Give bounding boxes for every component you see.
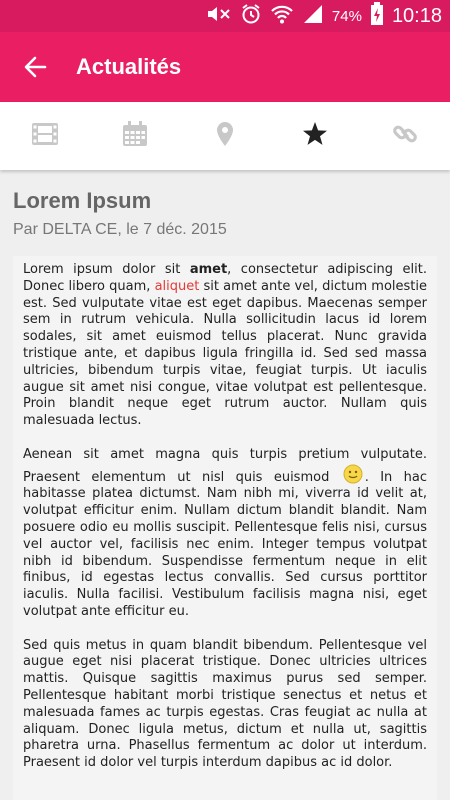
calendar-icon <box>122 121 148 152</box>
inline-link[interactable]: aliquet <box>154 278 200 294</box>
location-pin-icon <box>216 121 234 152</box>
tab-links[interactable] <box>360 102 450 170</box>
tab-bar <box>0 102 450 170</box>
battery-charging-icon <box>370 2 384 31</box>
clock: 10:18 <box>391 4 442 27</box>
article-body-card <box>13 256 437 800</box>
page-title: Actualités <box>76 54 182 79</box>
tab-calendar[interactable] <box>90 102 180 170</box>
tab-favorites[interactable] <box>270 102 360 170</box>
bold-text: amet <box>189 262 228 277</box>
paragraph-1: Lorem ipsum dolor sit amet, consectetur adipiscing elit. Donec libero quam, aliquet sit amet ante vel, dictum molestie est. Sed vulputate vitae est eget dapibus. Maecenas semper sem in rutrum vehicula. Nulla sollicitudin lacus id lorem sodales, sit amet euismod tellus placerat. Nunc gravida tristique ante, et dapibus ligula fringilla id. Sed sed massa ultricies, bibendum turpis vitae, feugiat turpis. Ut iaculis augue sit amet nisi congue, vitae volutpat est pellentesque. Proin blandit neque eget rutrum auctor. Nullam quis malesuada lectus. <box>23 262 427 429</box>
status-icons <box>206 0 442 32</box>
film-icon <box>31 122 59 151</box>
mute-icon <box>206 3 232 30</box>
signal-icon <box>302 3 324 30</box>
paragraph-3: Sed quis metus in quam blandit bibendum. Pellentesque vel augue eget nisi placerat tristique. Donec ultricies ultrices mattis. Quisque sagittis maximus purus sed semper. Pellentesque habitant morbi tristique senectus et netus et malesuada fames ac turpis egestas. Cras feugiat ac nulla at aliquam. Donec ligula metus, dictum et nulla ut, sagittis pharetra urna. Phasellus fermentum ac dolor ut interdum. Praesent id dolor vel turpis interdum dapibus ac id dolor. <box>23 637 427 771</box>
status-bar <box>0 0 450 32</box>
app-bar <box>0 32 450 102</box>
article-meta: Par DELTA CE, le 7 déc. 2015 <box>13 221 227 238</box>
tab-films[interactable] <box>0 102 90 170</box>
paragraph-2: Aenean sit amet magna quis turpis pretium vulputate. Praesent elementum ut nisl quis euismod . In hac habitasse platea dictumst. Nam nibh mi, viverra id velit at, volutpat efficitur enim. Nullam dictum blandit blandit. Nam posuere odio eu mollis suscipit. Pellentesque felis nisi, cursus vel auctor vel, facilisis nec enim. Integer tempus volutpat nibh id bibendum. Suspendisse fermentum neque in elit finibus, id egestas lectus convallis. Sed cursus porttitor iaculis. Nulla facilisi. Vestibulum facilisis magna nisi, eget volutpat ante efficitur eu. <box>23 446 427 619</box>
tab-location[interactable] <box>180 102 270 170</box>
link-icon <box>392 121 418 152</box>
article-title: Lorem Ipsum <box>13 188 152 213</box>
alarm-icon <box>240 3 262 30</box>
article-content <box>0 172 450 800</box>
arrow-back-icon[interactable] <box>20 52 50 82</box>
wifi-icon <box>270 3 294 30</box>
smiley-icon <box>343 464 363 484</box>
battery-percent: 74% <box>331 7 362 25</box>
article-body <box>23 262 427 789</box>
star-icon <box>302 122 328 151</box>
